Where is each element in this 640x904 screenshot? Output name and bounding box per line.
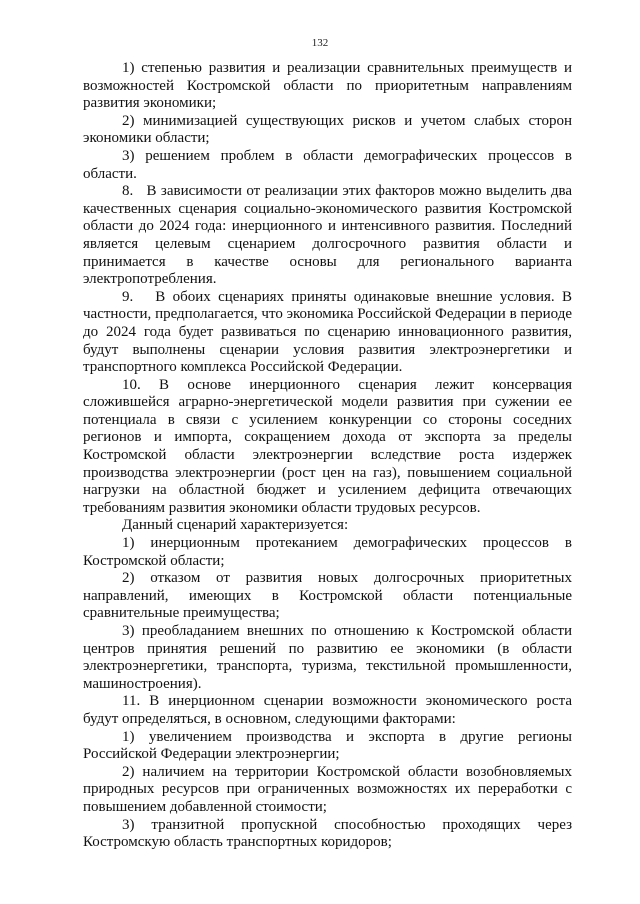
paragraph: 2) отказом от развития новых долгосрочных приоритетных направлений, имеющих в Костромской области потенциальные сравнительные преимущества; xyxy=(83,570,572,622)
paragraph: 8. В зависимости от реализации этих факторов можно выделить два качественных сценария социально-экономического развития Костромской области до 2024 года: инерционного и интенсивного развития. Последний является целевым сценарием долгосрочного развития области и принимается в качестве основы для регионального варианта электропотребления. xyxy=(83,183,572,288)
paragraph: 1) степенью развития и реализации сравнительных преимуществ и возможностей Костромской области по приоритетным направлениям развития экономики; xyxy=(83,60,572,112)
paragraph: 3) решением проблем в области демографических процессов в области. xyxy=(83,147,572,182)
paragraph: 1) инерционным протеканием демографических процессов в Костромской области; xyxy=(83,535,572,569)
page-number: 132 xyxy=(311,37,329,49)
paragraph: 3) преобладанием внешних по отношению к Костромской области центров принятия решений по развитию ее экономики (в области электроэнергетики, транспорта, туризма, текстильной промышленности, машиностроения). xyxy=(83,623,572,692)
document-body xyxy=(83,60,572,852)
paragraph: 11. В инерционном сценарии возможности экономического роста будут определяться, в основном, следующими факторами: xyxy=(83,693,572,727)
paragraph: 2) наличием на территории Костромской области возобновляемых природных ресурсов при ограниченных возможностях их переработки с повышением добавленной стоимости; xyxy=(83,763,572,815)
paragraph: Данный сценарий характеризуется: xyxy=(122,517,349,534)
paragraph: 1) увеличением производства и экспорта в другие регионы Российской Федерации электроэнергии; xyxy=(83,728,572,763)
paragraph: 2) минимизацией существующих рисков и учетом слабых сторон экономики области; xyxy=(83,112,572,147)
paragraph: 10. В основе инерционного сценария лежит консервация сложившейся аграрно-энергетической модели развития при сужении ее потенциала в связи с усилением конкуренции со стороны соседних регионов и импорта, сокращением дохода от экспорта за пределы Костромской области электроэнергии вследствие роста издержек производства электроэнергии (рост цен на газ), повышением социальной нагрузки на областной бюджет и усилением дефицита отвечающих требованиям развития экономики области трудовых ресурсов. xyxy=(83,376,572,516)
paragraph: 9. В обоих сценариях приняты одинаковые внешние условия. В частности, предполагается, что экономика Российской Федерации в периоде до 2024 года будет развиваться по сценарию инновационного развития, будут выполнены сценарии условия развития электроэнергетики и транспортного комплекса Российской Федерации. xyxy=(83,288,572,376)
paragraph: 3) транзитной пропускной способностью проходящих через Костромскую область транспортных коридоров; xyxy=(83,816,572,851)
